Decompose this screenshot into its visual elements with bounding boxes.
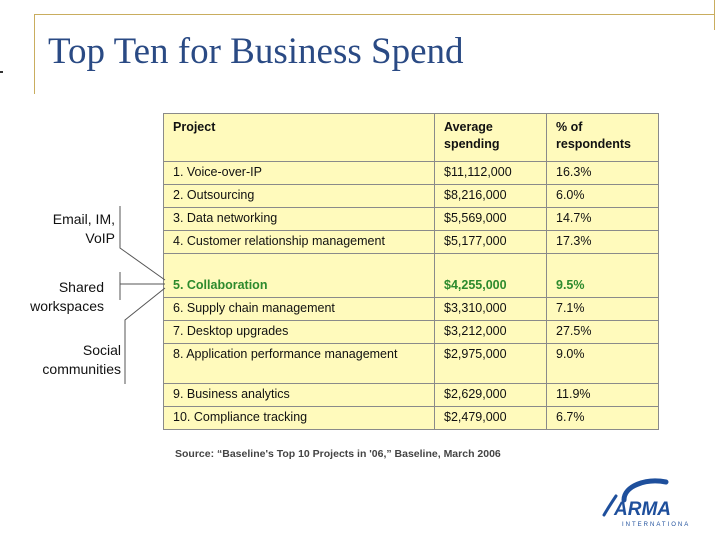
header-project: Project bbox=[164, 114, 435, 162]
spending-cell: $3,212,000 bbox=[435, 321, 547, 344]
project-cell: 2. Outsourcing bbox=[164, 185, 435, 208]
logo-subtext: INTERNATIONAL bbox=[622, 522, 690, 528]
spending-cell: $2,629,000 bbox=[435, 384, 547, 407]
project-cell: 8. Application performance management bbox=[164, 344, 435, 384]
project-cell: 3. Data networking bbox=[164, 208, 435, 231]
spending-cell: $11,112,000 bbox=[435, 162, 547, 185]
header-average-spending: Average spending bbox=[435, 114, 547, 162]
shared-bracket-line bbox=[120, 272, 165, 300]
frame-top-line bbox=[34, 14, 714, 15]
percent-cell: 17.3% bbox=[547, 231, 659, 254]
percent-cell: 6.7% bbox=[547, 407, 659, 430]
source-note: Source: “Baseline's Top 10 Projects in '06,” Baseline, March 2006 bbox=[175, 448, 501, 460]
project-cell: 1. Voice-over-IP bbox=[164, 162, 435, 185]
arma-logo-icon bbox=[594, 478, 690, 530]
spending-cell: $8,216,000 bbox=[435, 185, 547, 208]
table-row bbox=[164, 185, 659, 208]
label-social-communities: Social communities bbox=[42, 342, 121, 377]
spending-cell: $5,569,000 bbox=[435, 208, 547, 231]
percent-cell: 14.7% bbox=[547, 208, 659, 231]
spending-cell: $5,177,000 bbox=[435, 231, 547, 254]
table-row bbox=[164, 321, 659, 344]
header-percent-respondents: % of respondents bbox=[547, 114, 659, 162]
email-bracket-line bbox=[120, 206, 165, 280]
spending-cell: $3,310,000 bbox=[435, 298, 547, 321]
project-cell: 10. Compliance tracking bbox=[164, 407, 435, 430]
logo-wordmark: ARMA bbox=[614, 499, 671, 520]
percent-cell: 9.0% bbox=[547, 344, 659, 384]
percent-cell: 27.5% bbox=[547, 321, 659, 344]
project-cell: 7. Desktop upgrades bbox=[164, 321, 435, 344]
project-cell: 4. Customer relationship management bbox=[164, 231, 435, 254]
table-row bbox=[164, 407, 659, 430]
percent-cell: 7.1% bbox=[547, 298, 659, 321]
frame-right-line bbox=[714, 0, 715, 30]
percent-cell: 16.3% bbox=[547, 162, 659, 185]
percent-cell: 11.9% bbox=[547, 384, 659, 407]
social-bracket-line bbox=[125, 288, 165, 384]
table-row bbox=[164, 231, 659, 254]
frame-left-line bbox=[34, 14, 35, 94]
table-row bbox=[164, 384, 659, 407]
table-row bbox=[164, 344, 659, 384]
label-shared-workspaces: Shared workspaces bbox=[30, 279, 104, 314]
label-email-im-voip: Email, IM, VoIP bbox=[52, 211, 115, 246]
table-row bbox=[164, 162, 659, 185]
project-cell: 6. Supply chain management bbox=[164, 298, 435, 321]
table-header-row bbox=[164, 114, 659, 162]
slide-title: Top Ten for Business Spend bbox=[48, 31, 464, 72]
percent-cell: 6.0% bbox=[547, 185, 659, 208]
project-cell: 5. Collaboration bbox=[164, 254, 435, 298]
arma-logo bbox=[594, 478, 690, 530]
spend-table bbox=[163, 113, 659, 430]
edge-mark bbox=[0, 71, 3, 73]
spending-cell: $4,255,000 bbox=[435, 254, 547, 298]
table-row bbox=[164, 298, 659, 321]
table-row bbox=[164, 208, 659, 231]
percent-cell: 9.5% bbox=[547, 254, 659, 298]
spending-cell: $2,479,000 bbox=[435, 407, 547, 430]
table-row-highlighted bbox=[164, 254, 659, 298]
spending-cell: $2,975,000 bbox=[435, 344, 547, 384]
project-cell: 9. Business analytics bbox=[164, 384, 435, 407]
